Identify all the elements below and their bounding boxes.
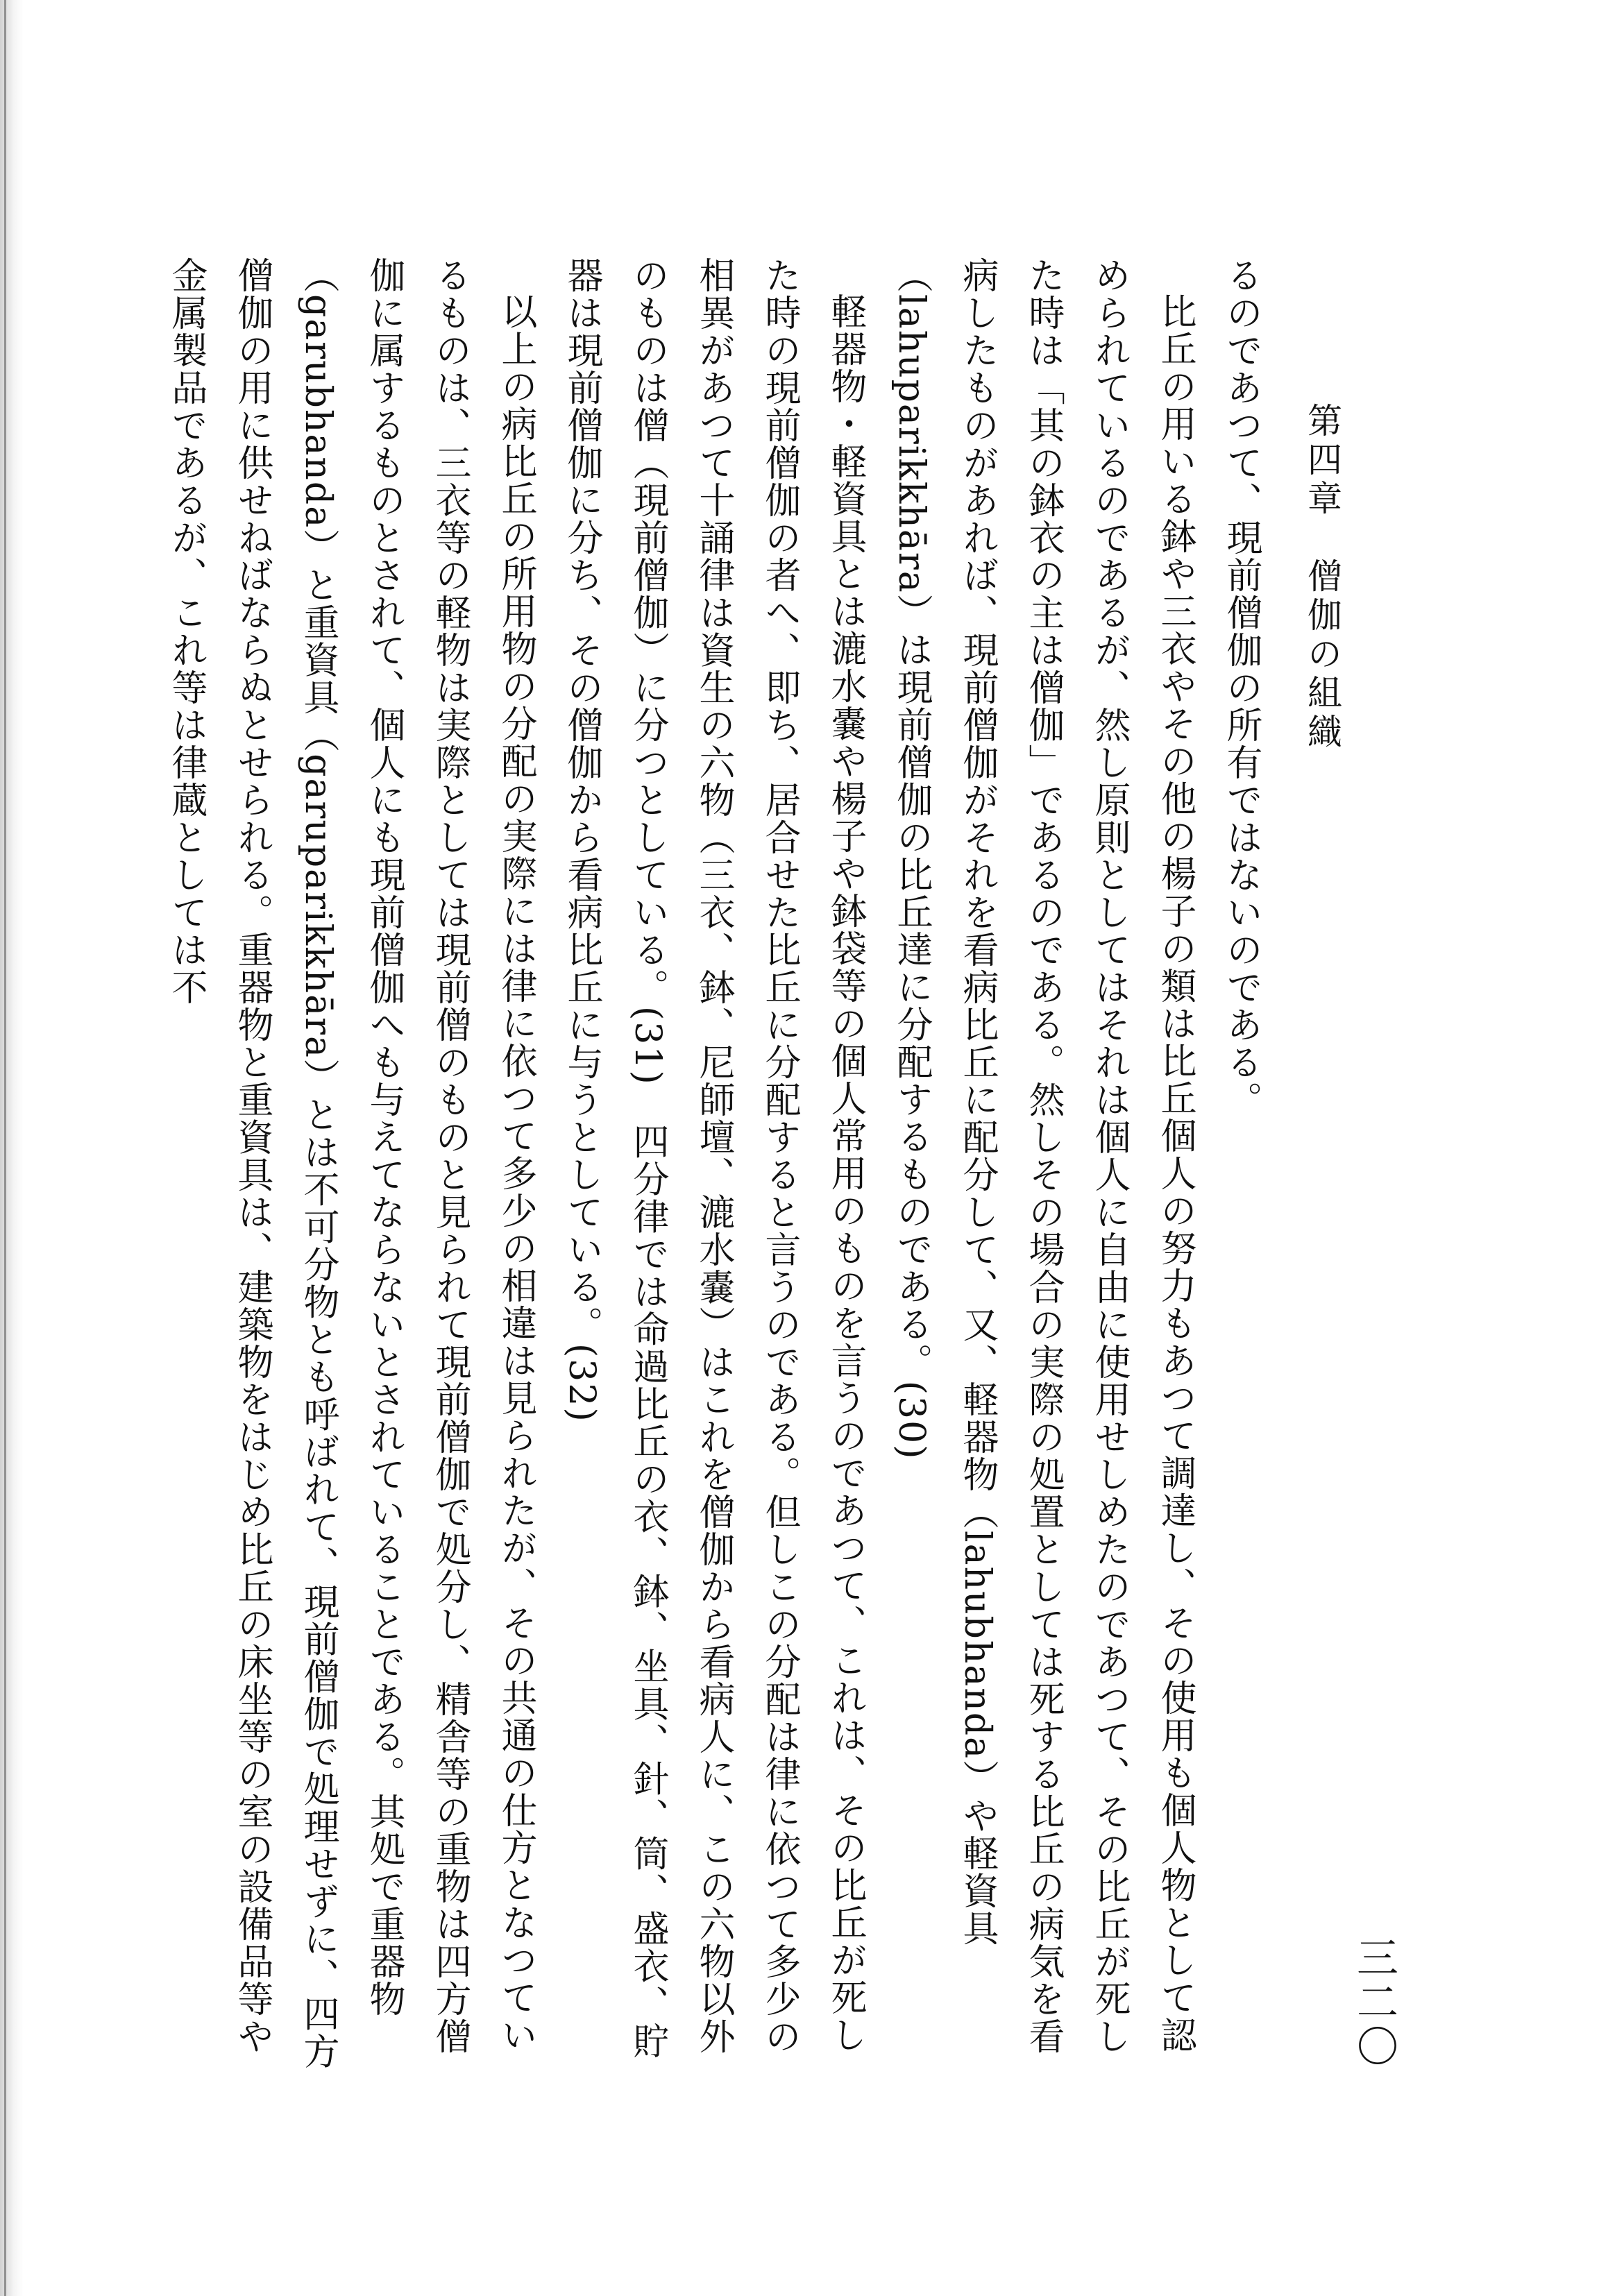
running-header-chapter-title: 第四章 僧伽の組織 — [1302, 402, 1342, 752]
page-number: 三二〇 — [1350, 1936, 1398, 2069]
paragraph-heavy-goods: 以上の病比丘の所用物の分配の実際には律に依つて多少の相違は見られたが、その共通の仕方となつているものは、三衣等の軽物は実際としては現前僧のものと見られて現前僧伽で処分し、精舎等の重物は四方僧伽に属するものとされて、個人にも現前僧伽へも与えてならないとされていることである。其処で重器物（garubhanda）と重資具（garuparikkhāra）とは不可分物とも呼ばれて、現前僧伽で処理せずに、四方僧伽の用に供せねばならぬとせられる。重器物と重資具は、建築物をはじめ比丘の床坐等の室の設備品等や金属製品であるが、これ等は律蔵としては不 — [165, 257, 536, 2070]
paragraph-light-goods: 軽器物・軽資具とは漉水嚢や楊子や鉢袋等の個人常用のものを言うのであつて、これは、その比丘が死した時の現前僧伽の者へ、即ち、居合せた比丘に分配すると言うのである。但しこの分配は律に依つて多少の相異があつて十誦律は資生の六物（三衣、鉢、尼師壇、漉水嚢）はこれを僧伽から看病人に、この六物以外のものは僧（現前僧伽）に分つとしている。(31) 四分律では命過比丘の衣、鉢、坐具、針、筒、盛衣、貯器は現前僧伽に分ち、その僧伽から看病比丘に与うとしている。(32) — [561, 257, 866, 2060]
body-text-block — [165, 257, 1274, 2075]
binding-edge-line — [4, 0, 6, 2296]
paragraph-bowl-robes: 比丘の用いる鉢や三衣やその他の楊子の類は比丘個人の努力もあつて調達し、その使用も個人物として認められているのであるが、然し原則としてはそれは個人に自由に使用せしめたのであつて、その比丘が死した時は「其の鉢衣の主は僧伽」であるのである。然しその場合の実際の処置としては死する比丘の病気を看病したものがあれば、現前僧伽がそれを看病比丘に配分して、又、軽器物（lahubhanda）や軽資具（lahuparikkhāra）は現前僧伽の比丘達に分配するものである。(30) — [890, 257, 1196, 2055]
paragraph-continuation: るのであつて、現前僧伽の所有ではないのである。 — [1220, 257, 1262, 1119]
